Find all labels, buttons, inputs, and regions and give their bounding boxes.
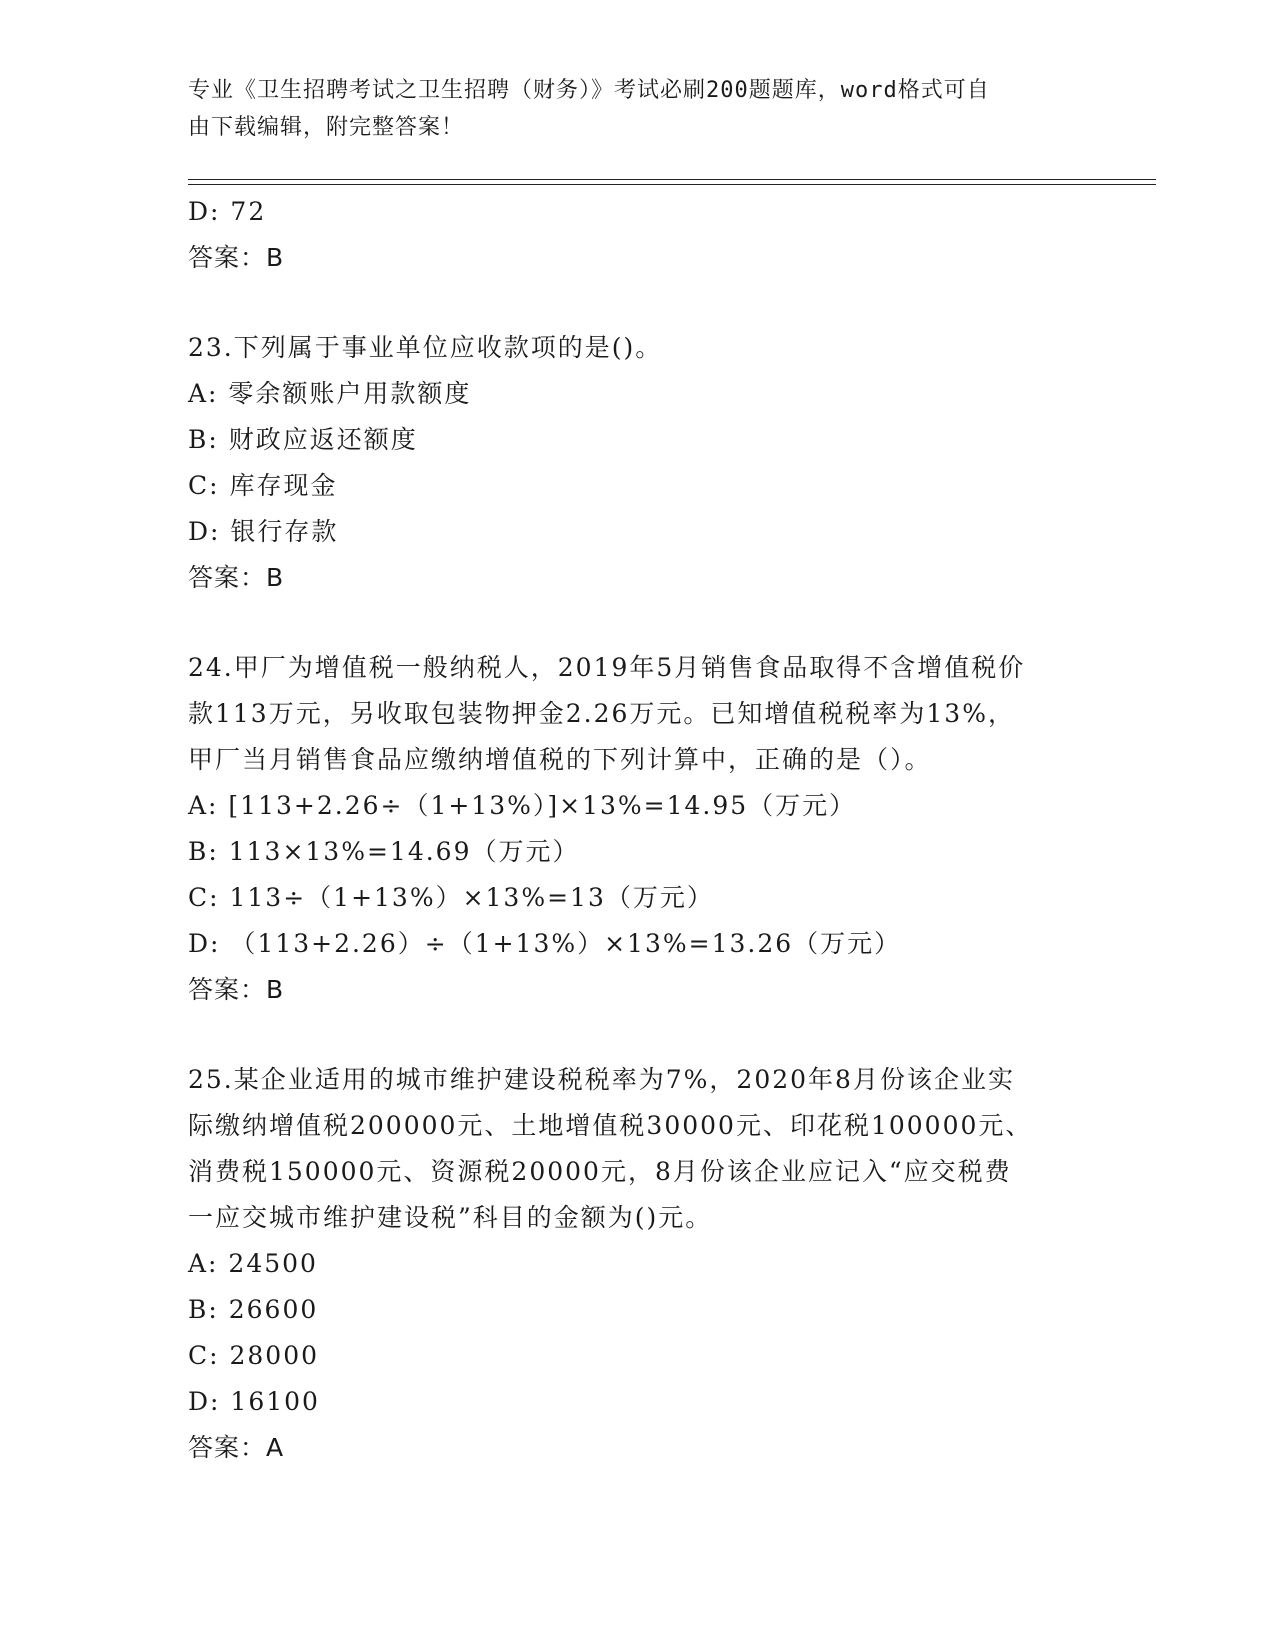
header-divider-top <box>188 179 1156 180</box>
option-b: B: 113×13%=14.69（万元） <box>188 837 580 866</box>
question-text-line-3: 消费税150000元、资源税20000元，8月份该企业应记入“应交税费 <box>188 1157 1012 1186</box>
option-c: C: 28000 <box>188 1341 320 1370</box>
option-b: B: 财政应返还额度 <box>188 425 418 454</box>
option-c: C: 库存现金 <box>188 471 338 500</box>
option-a: A: 零余额账户用款额度 <box>188 379 472 408</box>
option-c: C: 113÷（1+13%）×13%=13（万元） <box>188 883 714 912</box>
question-text-line-1: 25.某企业适用的城市维护建设税税率为7%，2020年8月份该企业实 <box>188 1065 1015 1094</box>
option-a: A: 24500 <box>188 1249 318 1278</box>
answer: 答案：B <box>188 975 285 1004</box>
header-line-2: 由下载编辑，附完整答案！ <box>188 115 465 140</box>
header-divider-bottom <box>188 184 1156 185</box>
answer: 答案：A <box>188 1433 285 1462</box>
option-d: D: 16100 <box>188 1387 320 1416</box>
answer: 答案：B <box>188 563 285 592</box>
question-text-line-3: 甲厂当月销售食品应缴纳增值税的下列计算中，正确的是（）。 <box>188 745 932 774</box>
question-content <box>188 189 1088 1471</box>
question-text: 23.下列属于事业单位应收款项的是()。 <box>188 333 663 362</box>
prev-option-d: D: 72 <box>188 197 267 226</box>
option-b: B: 26600 <box>188 1295 319 1324</box>
question-text-line-1: 24.甲厂为增值税一般纳税人，2019年5月销售食品取得不含增值税价 <box>188 653 1026 682</box>
option-a: A: [113+2.26÷（1+13%）]×13%=14.95（万元） <box>188 791 857 820</box>
document-header <box>188 72 1068 146</box>
option-d: D: 银行存款 <box>188 517 339 546</box>
question-25 <box>188 1057 1088 1471</box>
question-text-line-4: 一应交城市维护建设税”科目的金额为()元。 <box>188 1203 713 1232</box>
question-23 <box>188 325 1088 601</box>
question-text-line-2: 际缴纳增值税200000元、土地增值税30000元、印花税100000元、 <box>188 1111 1033 1140</box>
option-d: D: （113+2.26）÷（1+13%）×13%=13.26（万元） <box>188 929 902 958</box>
header-line-1: 专业《卫生招聘考试之卫生招聘（财务）》考试必刷200题题库，word格式可自 <box>188 78 990 103</box>
question-24 <box>188 645 1088 1013</box>
question-text-line-2: 款113万元，另收取包装物押金2.26万元。已知增值税税率为13%， <box>188 699 1015 728</box>
prev-answer: 答案：B <box>188 243 285 272</box>
